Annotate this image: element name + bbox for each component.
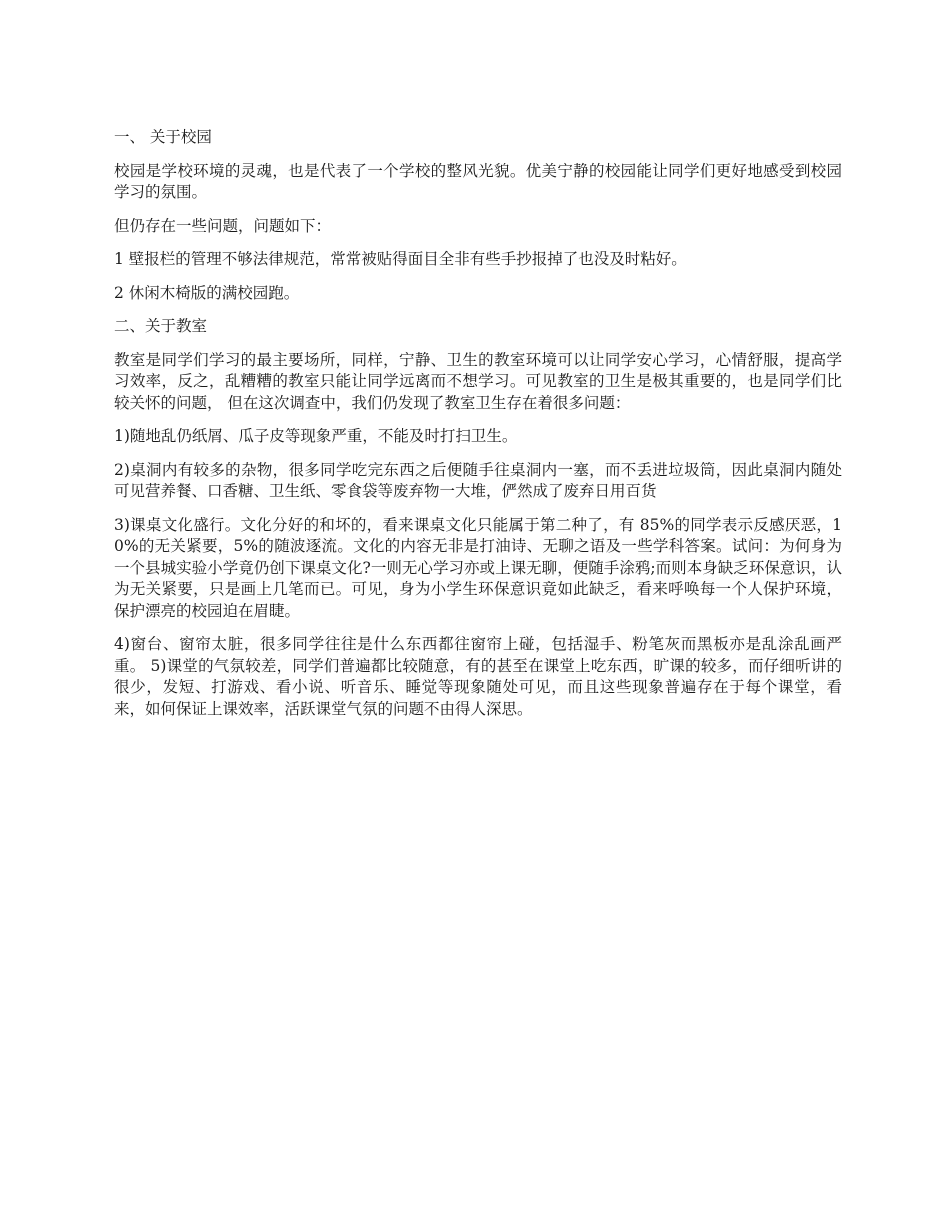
- section-heading-classroom: 二、关于教室: [114, 317, 208, 335]
- paragraph-problems-intro: 但仍存在一些问题，问题如下：: [114, 216, 332, 235]
- list-item-problem-2: 2 休闲木椅版的满校园跑。: [114, 283, 300, 302]
- list-item-classroom-4-5: 4)窗台、窗帘太脏，很多同学往往是什么东西都往窗帘上碰，包括湿手、粉笔灰而黑板亦是乱涂乱画严重。 5)课堂的气氛较差，同学们普遍都比较随意，有的甚至在课堂上吃东西，旷课的较多，而仔细听讲的很少，发短、打游戏、看小说、听音乐、睡觉等现象随处可见，而且这些现象普遍存在于每个课堂，看来，如何保证上课效率，活跃课堂气氛的问题不由得人深思。: [114, 635, 842, 718]
- list-item-classroom-1: 1)随地乱仍纸屑、瓜子皮等现象严重，不能及时打扫卫生。: [114, 427, 518, 445]
- paragraph-classroom-intro: 教室是同学们学习的最主要场所，同样，宁静、卫生的教室环境可以让同学安心学习，心情舒服，提高学习效率，反之，乱糟糟的教室只能让同学远离而不想学习。可见教室的卫生是极其重要的，也是同学们比较关怀的问题， 但在这次调查中，我们仍发现了教室卫生存在着很多问题：: [114, 350, 842, 412]
- document-body: [114, 127, 842, 732]
- section-heading-campus: 一、 关于校园: [114, 128, 212, 146]
- paragraph-campus-intro: 校园是学校环境的灵魂，也是代表了一个学校的整风光貌。优美宁静的校园能让同学们更好地感受到校园学习的氛围。: [114, 161, 842, 201]
- list-item-classroom-3: 3)课桌文化盛行。文化分好的和坏的，看来课桌文化只能属于第二种了，有 85%的同学表示反感厌恶，10%的无关紧要，5%的随波逐流。文化的内容无非是打油诗、无聊之语及一些学科答案。试问：为何身为一个县城实验小学竟仍创下课桌文化?一则无心学习亦或上课无聊，便随手涂鸦;而则本身缺乏环保意识，认为无关紧要，只是画上几笔而已。可见，身为小学生环保意识竟如此缺乏，看来呼唤每一个人保护环境，保护漂亮的校园迫在眉睫。: [114, 515, 842, 620]
- list-item-classroom-2: 2)桌洞内有较多的杂物，很多同学吃完东西之后便随手往桌洞内一塞，而不丢进垃圾筒，因此桌洞内随处可见营养餐、口香糖、卫生纸、零食袋等废弃物一大堆，俨然成了废弃日用百货: [114, 460, 842, 500]
- list-item-problem-1: 1 壁报栏的管理不够法律规范，常常被贴得面目全非有些手抄报掉了也没及时粘好。: [114, 250, 687, 268]
